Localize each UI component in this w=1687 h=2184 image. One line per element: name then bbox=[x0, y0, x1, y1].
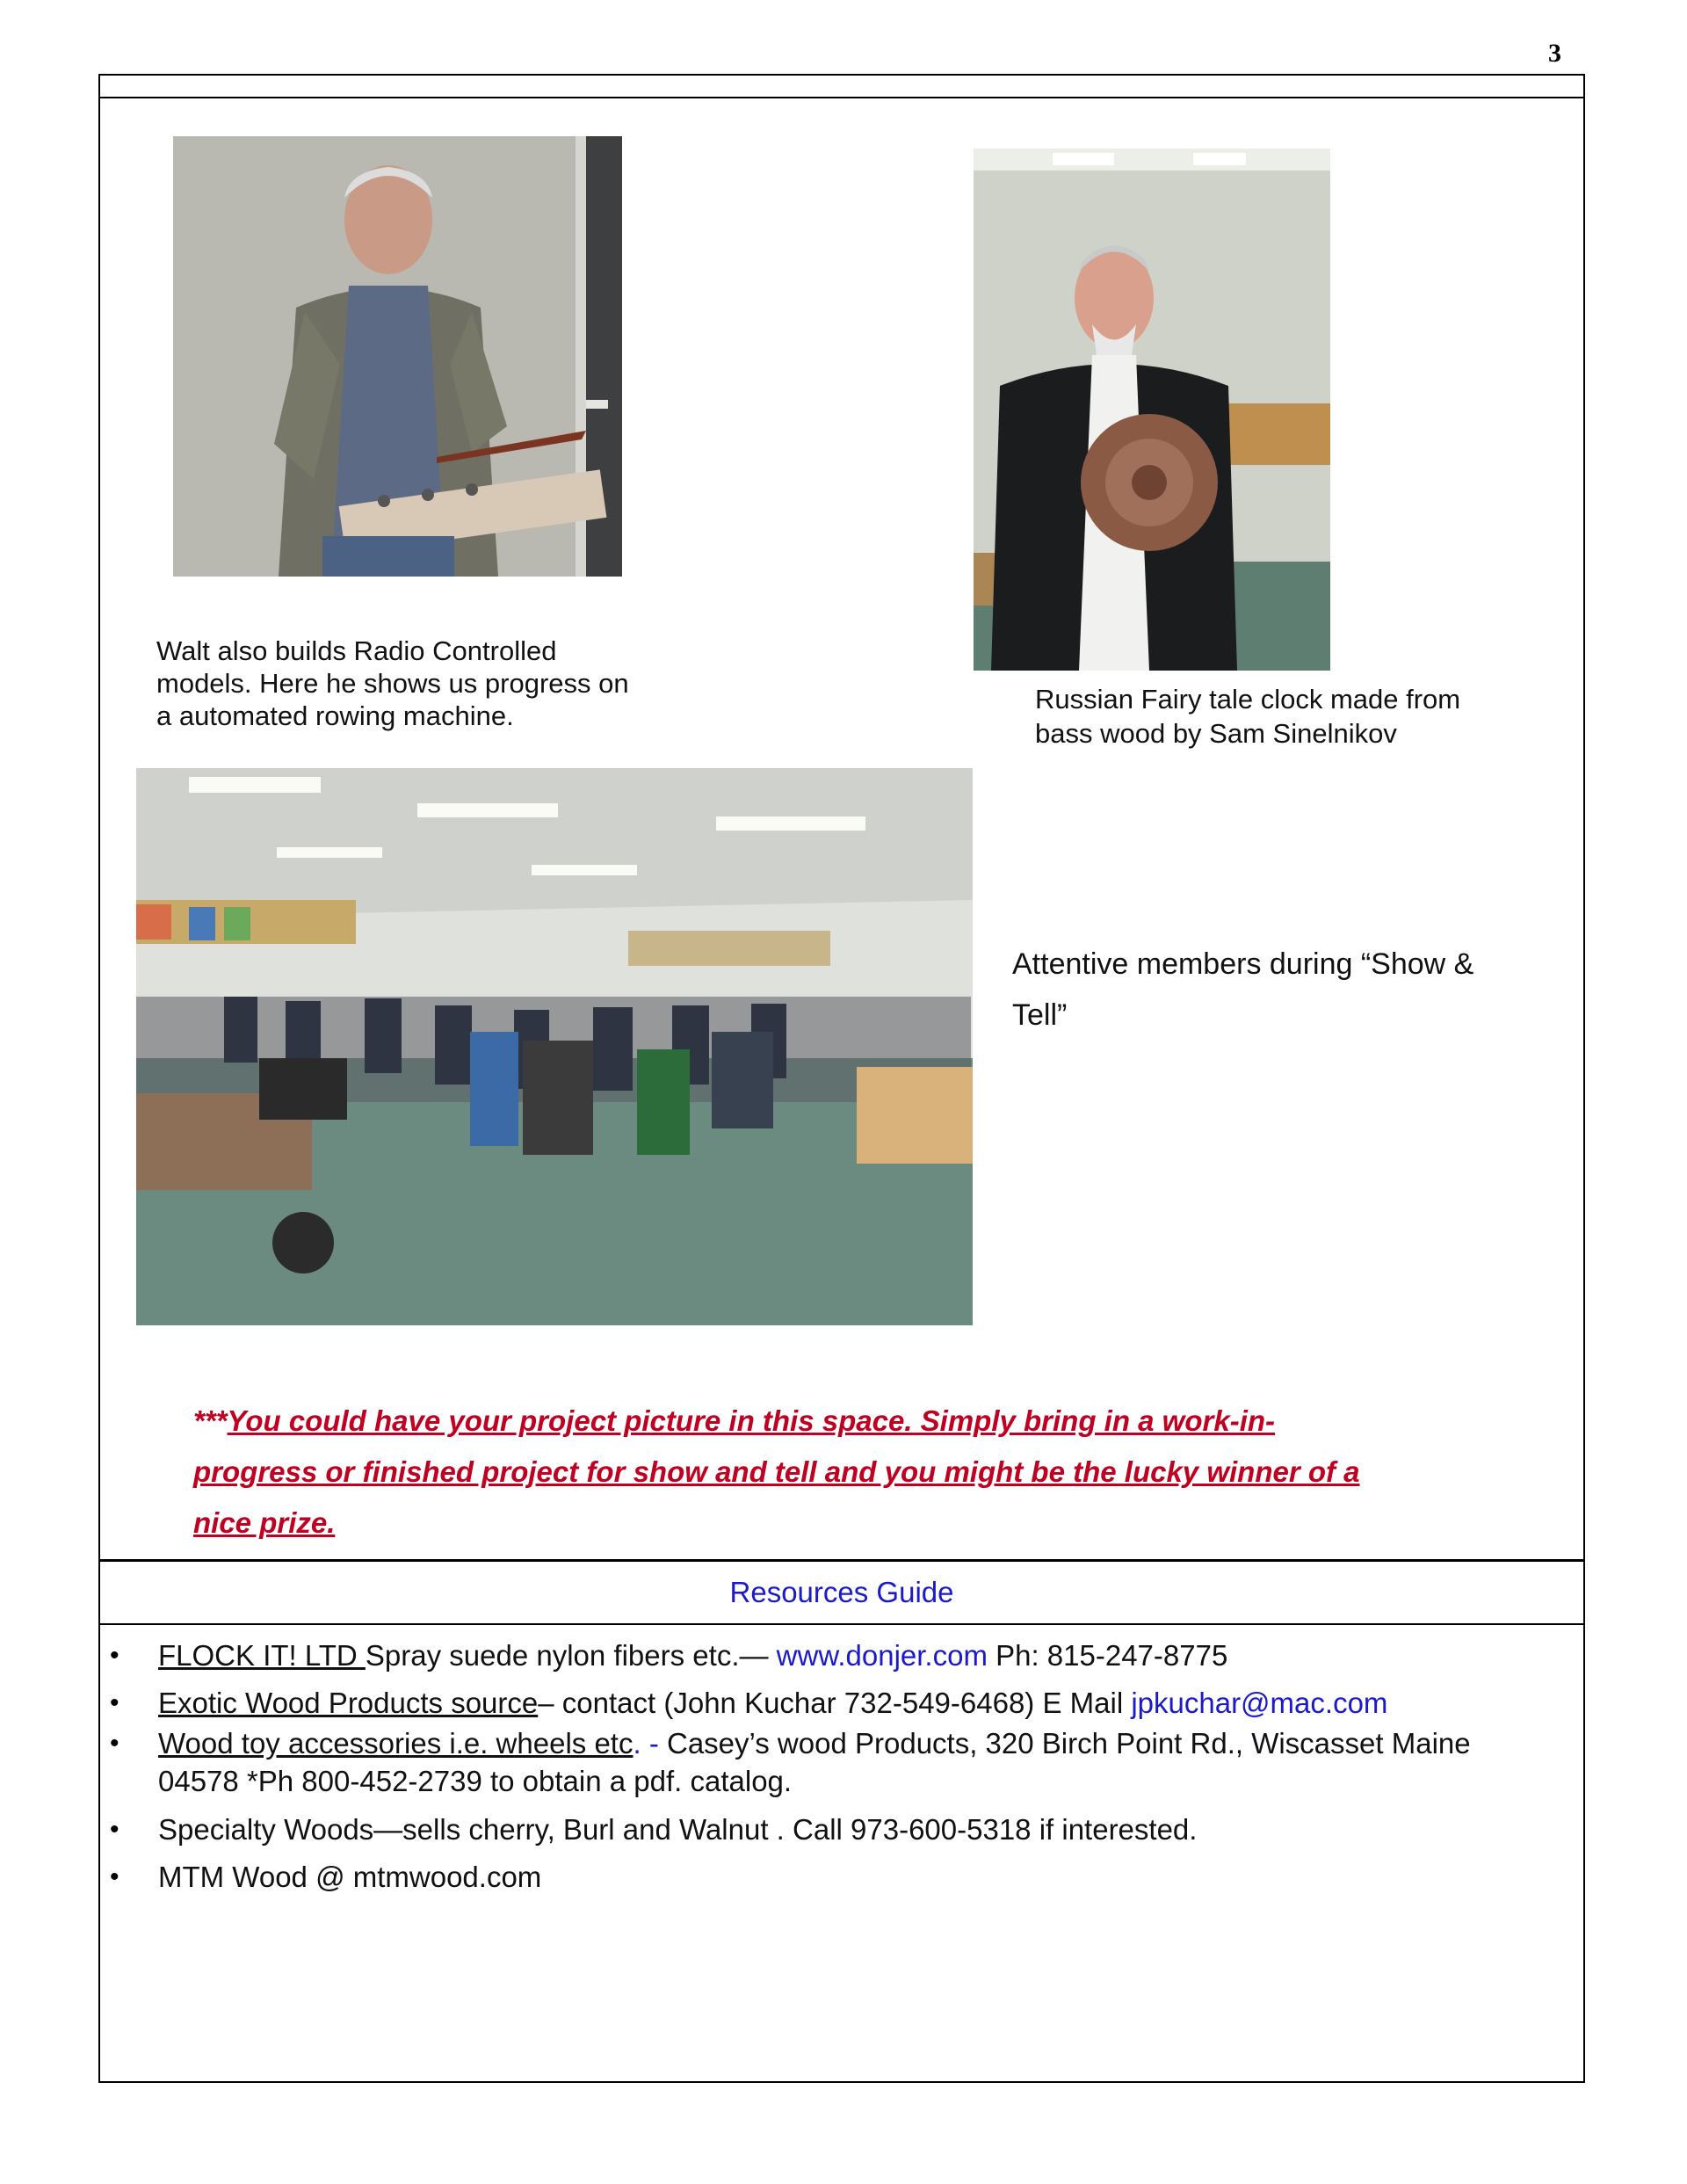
caption-walt bbox=[156, 635, 648, 732]
resources-guide-title: Resources Guide bbox=[98, 1562, 1585, 1625]
photo-walt-rowing-machine bbox=[173, 136, 622, 577]
bullet-icon: • bbox=[110, 1688, 119, 1717]
caption-sam-line2: bass wood by Sam Sinelnikov bbox=[1035, 718, 1397, 749]
bullet-icon: • bbox=[110, 1729, 119, 1758]
caption-walt-line3: a automated rowing machine. bbox=[156, 700, 514, 731]
caption-members bbox=[1012, 939, 1539, 1041]
caption-members-line2: Tell” bbox=[1012, 998, 1068, 1032]
resource-desc: Spray suede nylon fibers etc.— bbox=[365, 1639, 777, 1672]
bullet-icon: • bbox=[110, 1862, 119, 1891]
resource-item-mtm-wood: MTM Wood @ mtmwood.com bbox=[158, 1861, 542, 1893]
resource-item-exotic-wood bbox=[158, 1684, 1546, 1722]
caption-sam bbox=[1035, 682, 1527, 751]
caption-walt-line2: models. Here he shows us progress on bbox=[156, 668, 629, 699]
resource-desc: Casey’s wood Products, 320 Birch Point Rd., Wiscasset Maine bbox=[666, 1727, 1471, 1760]
resource-phone: Ph: 815-247-8775 bbox=[987, 1639, 1228, 1672]
resource-desc-line2: 04578 *Ph 800-452-2739 to obtain a pdf. catalog. bbox=[158, 1765, 793, 1797]
bullet-icon: • bbox=[110, 1815, 119, 1844]
photo-attentive-members bbox=[136, 768, 973, 1325]
photo-sam-fairy-tale-clock bbox=[974, 149, 1330, 671]
promo-notice bbox=[193, 1396, 1450, 1549]
resource-item-flock-it bbox=[158, 1636, 1546, 1674]
caption-members-line1: Attentive members during “Show & bbox=[1012, 947, 1474, 981]
resource-separator: . - bbox=[633, 1727, 667, 1760]
resource-name: Wood toy accessories i.e. wheels etc bbox=[158, 1727, 634, 1760]
caption-sam-line1: Russian Fairy tale clock made from bbox=[1035, 684, 1461, 715]
promo-line3: nice prize. bbox=[193, 1506, 336, 1539]
resource-item-wood-toy bbox=[158, 1724, 1546, 1800]
resource-desc: – contact (John Kuchar 732-549-6468) E Mail bbox=[538, 1687, 1132, 1719]
resource-name: Exotic Wood Products source bbox=[158, 1687, 539, 1719]
resource-link-donjer[interactable]: www.donjer.com bbox=[776, 1639, 988, 1672]
bullet-icon: • bbox=[110, 1641, 119, 1670]
page-number: 3 bbox=[1548, 39, 1561, 68]
caption-walt-line1: Walt also builds Radio Controlled bbox=[156, 635, 557, 666]
resource-name: FLOCK IT! LTD bbox=[158, 1639, 366, 1672]
promo-line2: progress or finished project for show and tell and you might be the lucky winner of a bbox=[193, 1455, 1360, 1488]
promo-line1: You could have your project picture in this space. Simply bring in a work-in- bbox=[227, 1404, 1276, 1437]
header-rule-box bbox=[98, 74, 1585, 98]
resource-item-specialty-woods: Specialty Woods—sells cherry, Burl and Walnut . Call 973-600-5318 if interested. bbox=[158, 1813, 1198, 1846]
promo-asterisks: *** bbox=[193, 1404, 228, 1437]
resource-link-email[interactable]: jpkuchar@mac.com bbox=[1131, 1687, 1388, 1719]
